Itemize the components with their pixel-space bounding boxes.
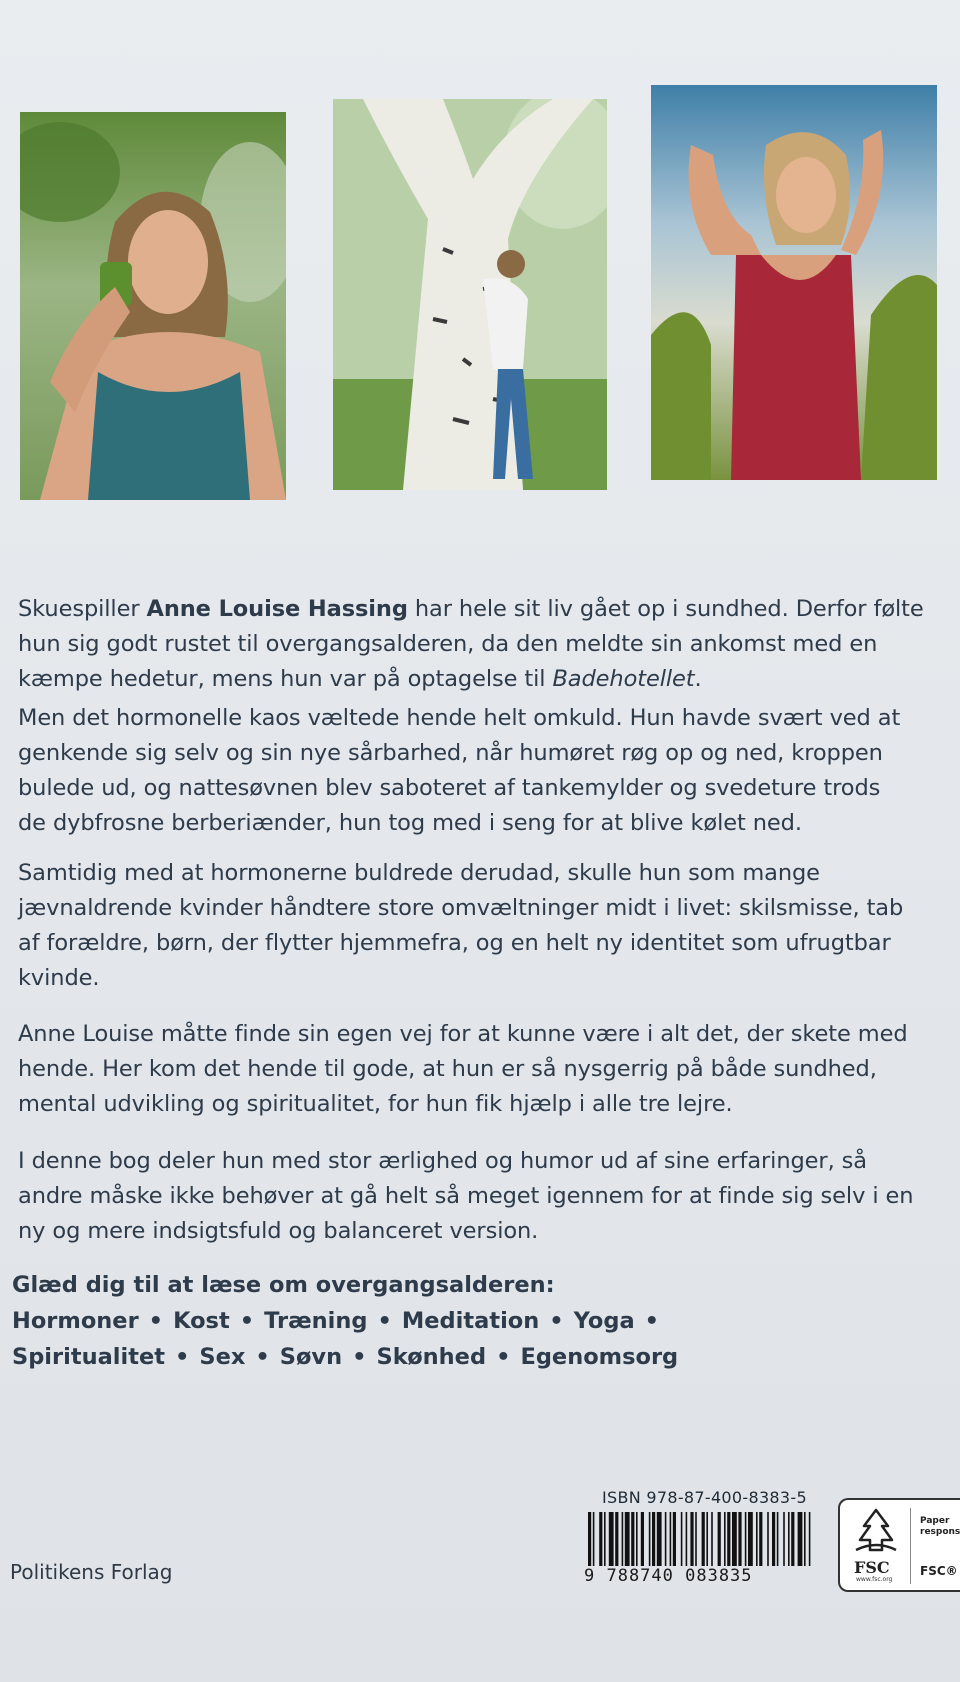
author-name: Anne Louise Hassing — [146, 596, 408, 622]
blurb-text: Skuespiller — [18, 596, 147, 622]
publisher-name: Politikens Forlag — [10, 1560, 173, 1584]
barcode-bar — [791, 1512, 794, 1566]
topic-item: Kost — [173, 1308, 230, 1334]
barcode-bar — [759, 1512, 762, 1566]
barcode-bar — [593, 1512, 595, 1566]
blurb-line: Men det hormonelle kaos væltede hende helt omkuld. Hun havde svært ved at — [18, 705, 901, 731]
barcode-bar — [702, 1512, 705, 1566]
topic-item: Træning — [264, 1308, 368, 1334]
barcode-bar — [609, 1512, 614, 1566]
barcode-bar — [652, 1512, 655, 1566]
barcode-bar — [681, 1512, 683, 1566]
barcode-digits: 9 788740 083835 — [584, 1566, 753, 1586]
topics-list — [12, 1267, 678, 1375]
bullet-separator: • — [377, 1308, 392, 1334]
blurb-text: kæmpe hedetur, mens hun var på optagelse til — [18, 666, 553, 692]
blurb-paragraph-2 — [18, 701, 960, 841]
blurb-text: . — [694, 666, 702, 692]
blurb-line: jævnaldrende kvinder håndtere store omvæltninger midt i livet: skilsmisse, tab — [18, 895, 904, 921]
topics-row-2 — [12, 1339, 678, 1375]
barcode-bar — [615, 1512, 618, 1566]
blurb-text: har hele sit liv gået op i sundhed. Derfor følte — [407, 596, 924, 622]
barcode-bar — [641, 1512, 644, 1566]
blurb-line: Samtidig med at hormonerne buldrede derudad, skulle hun som mange — [18, 860, 820, 886]
barcode-bar — [772, 1512, 775, 1566]
bullet-separator: • — [352, 1344, 367, 1370]
barcode-bar — [718, 1512, 721, 1566]
fsc-divider — [910, 1508, 911, 1584]
barcode-bar — [625, 1512, 630, 1566]
barcode-bar — [622, 1512, 624, 1566]
photo-birch-tree — [333, 99, 607, 490]
blurb-line: hende. Her kom det hende til gode, at hun er så nysgerrig på både sundhed, — [18, 1056, 877, 1082]
barcode-bar — [657, 1512, 662, 1566]
topic-item: Yoga — [573, 1308, 635, 1334]
barcode-bar — [732, 1512, 737, 1566]
topic-item: Hormoner — [12, 1308, 139, 1334]
bullet-separator: • — [255, 1344, 270, 1370]
blurb-line: hun sig godt rustet til overgangsalderen, da den meldte sin ankomst med en — [18, 631, 878, 657]
barcode-bar — [665, 1512, 667, 1566]
barcode-bar — [804, 1512, 806, 1566]
blurb-line: andre måske ikke behøver at gå helt så meget igennem for at finde sig selv i en — [18, 1183, 914, 1209]
barcode-bar — [588, 1512, 591, 1566]
barcode-bar — [686, 1512, 688, 1566]
barcode-bar — [690, 1512, 693, 1566]
barcode-bar — [711, 1512, 713, 1566]
blurb-line: I denne bog deler hun med stor ærlighed og humor ud af sine erfaringer, så — [18, 1148, 867, 1174]
fsc-label — [838, 1498, 960, 1592]
bullet-separator: • — [549, 1308, 564, 1334]
barcode-bar — [738, 1512, 741, 1566]
blurb-paragraph-1 — [18, 592, 960, 697]
blurb-line: Anne Louise måtte finde sin egen vej for at kunne være i alt det, der skete med — [18, 1021, 908, 1047]
barcode-bar — [798, 1512, 803, 1566]
barcode-bar — [809, 1512, 811, 1566]
fsc-logo-text: FSC — [854, 1558, 890, 1577]
fsc-paper-line: respons — [920, 1527, 960, 1537]
barcode-bar — [670, 1512, 672, 1566]
barcode-bar — [727, 1512, 730, 1566]
fsc-tree-icon — [848, 1506, 904, 1556]
barcode-bar — [767, 1512, 769, 1566]
topic-item: Sex — [199, 1344, 246, 1370]
barcode-bar — [783, 1512, 785, 1566]
blurb-line: mental udvikling og spiritualitet, for hun fik hjælp i alle tre lejre. — [18, 1091, 733, 1117]
topic-item: Egenomsorg — [520, 1344, 679, 1370]
fsc-paper-line: Paper — [920, 1516, 950, 1526]
blurb-line: ny og mere indsigtsfuld og balanceret version. — [18, 1218, 539, 1244]
barcode-bar — [748, 1512, 753, 1566]
bullet-separator: • — [148, 1308, 164, 1334]
topics-heading: Glæd dig til at læse om overgangsalderen: — [12, 1272, 555, 1298]
bullet-separator: • — [496, 1344, 511, 1370]
blurb-line: de dybfrosne berberiænder, hun tog med i seng for at blive kølet ned. — [18, 810, 802, 836]
barcode-bar — [631, 1512, 634, 1566]
barcode-bar — [756, 1512, 758, 1566]
blurb-line: bulede ud, og nattesøvnen blev saboteret af tankemylder og svedeture trods — [18, 775, 881, 801]
blurb-paragraph-3 — [18, 856, 960, 996]
topic-item: Meditation — [401, 1308, 540, 1334]
blurb-line: genkende sig selv og sin nye sårbarhed, når humøret røg op og ned, kroppen — [18, 740, 883, 766]
barcode-bar — [649, 1512, 651, 1566]
barcode-bar — [788, 1512, 790, 1566]
barcode-bar — [604, 1512, 606, 1566]
topic-item: Skønhed — [376, 1344, 487, 1370]
fsc-paper-text — [920, 1516, 960, 1538]
bullet-separator: • — [239, 1308, 255, 1334]
barcode-bar — [636, 1512, 638, 1566]
blurb-paragraph-4 — [18, 1017, 960, 1122]
barcode-bar — [777, 1512, 779, 1566]
barcode-bar — [695, 1512, 697, 1566]
barcode-bar — [724, 1512, 726, 1566]
topic-item: Spiritualitet — [12, 1344, 165, 1370]
topic-item: Søvn — [279, 1344, 343, 1370]
photo-red-dress — [651, 85, 937, 480]
photo-green-juice — [20, 112, 286, 500]
barcode-bar — [706, 1512, 708, 1566]
barcode-bar — [599, 1512, 602, 1566]
blurb-line: af forældre, børn, der flytter hjemmefra, og en helt ny identitet som ufrugtbar — [18, 930, 891, 956]
fsc-url: www.fsc.org — [856, 1576, 893, 1583]
topics-row-1 — [12, 1303, 678, 1339]
barcode-bar — [673, 1512, 676, 1566]
bullet-separator: • — [175, 1344, 190, 1370]
show-title: Badehotellet — [552, 666, 695, 692]
blurb-line: kvinde. — [18, 965, 100, 991]
barcode-bar — [745, 1512, 747, 1566]
blurb-paragraph-5 — [18, 1144, 960, 1249]
fsc-mark: FSC® — [920, 1564, 958, 1578]
isbn-label: ISBN 978-87-400-8383-5 — [602, 1488, 807, 1507]
bullet-separator: • — [644, 1308, 660, 1334]
